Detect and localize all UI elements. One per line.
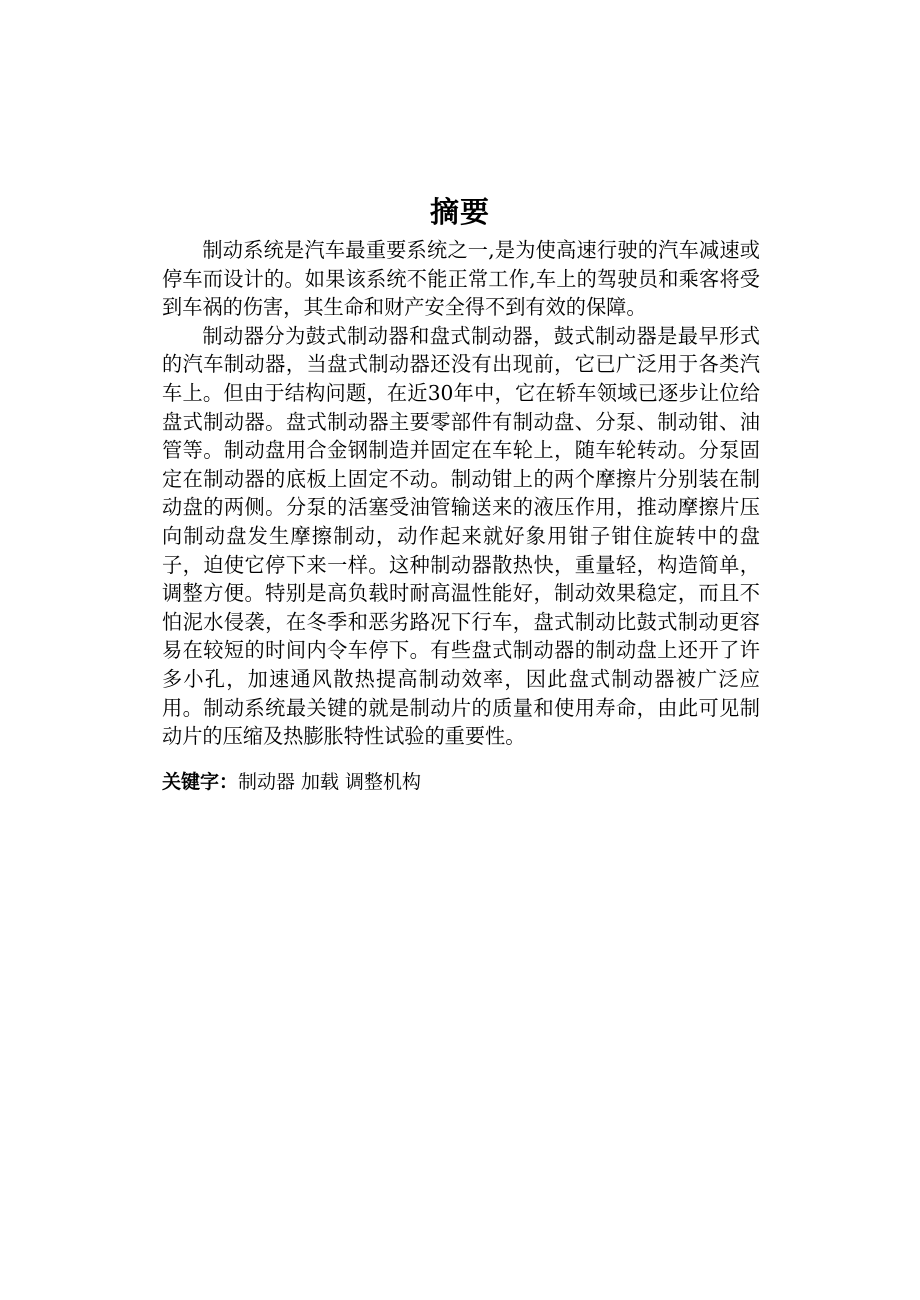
keywords-line — [162, 767, 760, 797]
abstract-body — [162, 236, 760, 751]
keywords-label: 关键字： — [162, 771, 239, 793]
abstract-title: 摘要 — [429, 195, 490, 229]
keyword-item: 调整机构 — [345, 771, 422, 793]
abstract-paragraph-2: 制动器分为鼓式制动器和盘式制动器，鼓式制动器是最早形式的汽车制动器，当盘式制动器还没有出现前，它已广泛用于各类汽车上。但由于结构问题，在近30年中，它在轿车领域已逐步让位给盘式制动器。盘式制动器主要零部件有制动盘、分泵、制动钳、油管等。制动盘用合金钢制造并固定在车轮上，随车轮转动。分泵固定在制动器的底板上固定不动。制动钳上的两个摩擦片分别装在制动盘的两侧。分泵的活塞受油管输送来的液压作用，推动摩擦片压向制动盘发生摩擦制动，动作起来就好象用钳子钳住旋转中的盘子，迫使它停下来一样。这种制动器散热快，重量轻，构造简单，调整方便。特别是高负载时耐高温性能好，制动效果稳定，而且不怕泥水侵袭，在冬季和恶劣路况下行车，盘式制动比鼓式制动更容易在较短的时间内令车停下。有些盘式制动器的制动盘上还开了许多小孔，加速通风散热提高制动效率，因此盘式制动器被广泛应用。制动系统最关键的就是制动片的质量和使用寿命，由此可见制动片的压缩及热膨胀特性试验的重要性。 — [162, 323, 760, 749]
keyword-item: 加载 — [301, 771, 340, 793]
keyword-item: 制动器 — [238, 771, 296, 793]
abstract-paragraph-1: 制动系统是汽车最重要系统之一,是为使高速行驶的汽车减速或停车而设计的。如果该系统不能正常工作,车上的驾驶员和乘客将受到车祸的伤害，其生命和财产安全得不到有效的保障。 — [162, 238, 760, 320]
